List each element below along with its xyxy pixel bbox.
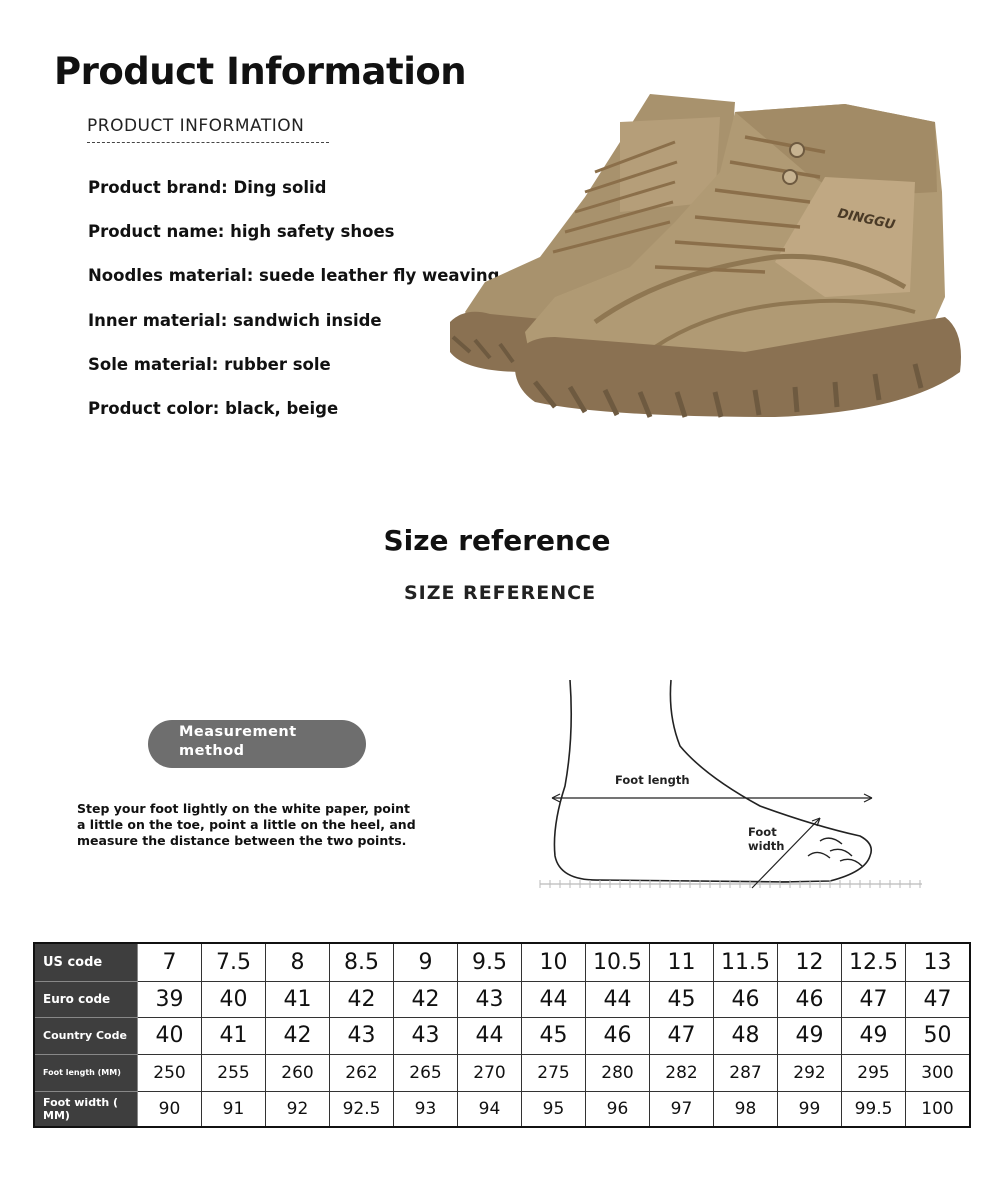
table-cell: 43 — [458, 981, 522, 1017]
table-cell: 280 — [586, 1054, 650, 1091]
table-cell: 99.5 — [842, 1091, 906, 1127]
table-cell: 96 — [586, 1091, 650, 1127]
table-cell: 97 — [650, 1091, 714, 1127]
table-cell: 93 — [394, 1091, 458, 1127]
spec-brand: Product brand: Ding solid — [88, 178, 327, 197]
table-cell: 41 — [266, 981, 330, 1017]
table-cell: 92.5 — [330, 1091, 394, 1127]
table-cell: 100 — [906, 1091, 971, 1127]
foot-length-label: Foot length — [615, 773, 690, 787]
table-cell: 9.5 — [458, 943, 522, 981]
toes-outline — [808, 838, 862, 866]
table-cell: 90 — [138, 1091, 202, 1127]
table-row-foot-width — [34, 1091, 970, 1127]
table-cell: 8.5 — [330, 943, 394, 981]
table-cell: 262 — [330, 1054, 394, 1091]
spec-sole-material: Sole material: rubber sole — [88, 355, 331, 374]
table-cell: 270 — [458, 1054, 522, 1091]
table-cell: 295 — [842, 1054, 906, 1091]
row-header-country-code: Country Code — [34, 1017, 138, 1054]
table-cell: 99 — [778, 1091, 842, 1127]
table-cell: 260 — [266, 1054, 330, 1091]
table-cell: 287 — [714, 1054, 778, 1091]
table-cell: 44 — [458, 1017, 522, 1054]
table-cell: 45 — [650, 981, 714, 1017]
table-cell: 91 — [202, 1091, 266, 1127]
measurement-method-label-line1: Measurement — [179, 724, 297, 740]
table-cell: 40 — [138, 1017, 202, 1054]
table-cell: 95 — [522, 1091, 586, 1127]
table-cell: 43 — [330, 1017, 394, 1054]
table-cell: 49 — [778, 1017, 842, 1054]
table-cell: 10 — [522, 943, 586, 981]
table-cell: 44 — [586, 981, 650, 1017]
table-cell: 48 — [714, 1017, 778, 1054]
spec-upper-material: Noodles material: suede leather fly weaving — [88, 266, 500, 285]
table-cell: 49 — [842, 1017, 906, 1054]
table-cell: 92 — [266, 1091, 330, 1127]
row-header-us-code: US code — [34, 943, 138, 981]
table-cell: 43 — [394, 1017, 458, 1054]
size-table — [33, 942, 971, 1128]
table-cell: 12 — [778, 943, 842, 981]
table-cell: 7 — [138, 943, 202, 981]
table-cell: 282 — [650, 1054, 714, 1091]
table-cell: 50 — [906, 1017, 971, 1054]
table-cell: 265 — [394, 1054, 458, 1091]
foot-measurement-diagram — [530, 676, 930, 898]
table-cell: 250 — [138, 1054, 202, 1091]
table-row-country-code — [34, 1017, 970, 1054]
table-cell: 42 — [394, 981, 458, 1017]
table-cell: 300 — [906, 1054, 971, 1091]
table-cell: 12.5 — [842, 943, 906, 981]
size-reference-subtitle: SIZE REFERENCE — [403, 582, 597, 604]
measurement-method-badge — [148, 720, 366, 768]
foot-width-label-line1: Foot — [748, 825, 777, 839]
section-subtitle: PRODUCT INFORMATION — [87, 116, 329, 143]
size-reference-title: Size reference — [383, 524, 611, 557]
table-cell: 47 — [650, 1017, 714, 1054]
page-title: Product Information — [54, 50, 467, 93]
measurement-method-label-line2: method — [179, 743, 245, 759]
table-cell: 42 — [330, 981, 394, 1017]
table-cell: 9 — [394, 943, 458, 981]
table-cell: 39 — [138, 981, 202, 1017]
table-cell: 47 — [842, 981, 906, 1017]
table-cell: 45 — [522, 1017, 586, 1054]
table-cell: 42 — [266, 1017, 330, 1054]
table-row-foot-length — [34, 1054, 970, 1091]
table-cell: 11.5 — [714, 943, 778, 981]
table-cell: 255 — [202, 1054, 266, 1091]
table-cell: 94 — [458, 1091, 522, 1127]
brand-mark: DINGGU — [836, 206, 897, 234]
table-cell: 275 — [522, 1054, 586, 1091]
table-cell: 40 — [202, 981, 266, 1017]
spec-color: Product color: black, beige — [88, 399, 339, 418]
table-cell: 41 — [202, 1017, 266, 1054]
table-row-us-code — [34, 943, 970, 981]
table-cell: 7.5 — [202, 943, 266, 981]
boots-product-image — [445, 82, 970, 432]
table-cell: 46 — [778, 981, 842, 1017]
table-cell: 13 — [906, 943, 971, 981]
spec-inner-material: Inner material: sandwich inside — [88, 311, 382, 330]
table-cell: 46 — [714, 981, 778, 1017]
measurement-instructions: Step your foot lightly on the white paper, point a little on the toe, point a little on the heel, and measure the distance between the two points. — [77, 801, 416, 848]
spec-name: Product name: high safety shoes — [88, 222, 395, 241]
row-header-foot-width: Foot width ( MM) — [34, 1091, 138, 1127]
table-cell: 10.5 — [586, 943, 650, 981]
table-cell: 47 — [906, 981, 971, 1017]
table-cell: 46 — [586, 1017, 650, 1054]
foot-width-label-line2: width — [748, 839, 785, 853]
table-cell: 11 — [650, 943, 714, 981]
table-cell: 292 — [778, 1054, 842, 1091]
row-header-euro-code: Euro code — [34, 981, 138, 1017]
row-header-foot-length: Foot length (MM) — [34, 1054, 138, 1091]
table-row-euro-code — [34, 981, 970, 1017]
table-cell: 98 — [714, 1091, 778, 1127]
table-cell: 8 — [266, 943, 330, 981]
table-cell: 44 — [522, 981, 586, 1017]
